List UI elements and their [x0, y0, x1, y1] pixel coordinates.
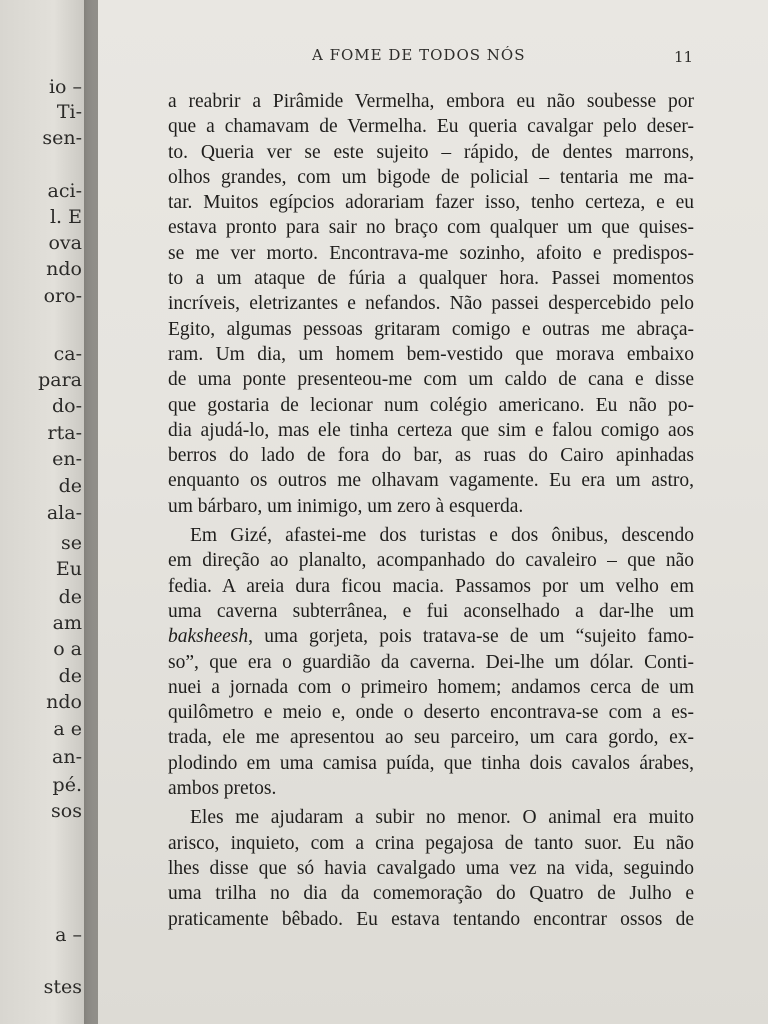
left-page-fragment: de — [58, 665, 82, 687]
text-line: Em Gizé, afastei-me dos turistas e dos ônibus, descendo — [190, 525, 694, 547]
left-page-fragment: se — [61, 532, 82, 554]
page-number: 11 — [674, 48, 694, 66]
text-line: fedia. A areia dura ficou macia. Passamos por um velho em — [168, 575, 694, 597]
text-line: Egito, algumas pessoas gritaram comigo e outras me abraça- — [168, 318, 694, 340]
text-line: to. Queria ver se este sujeito – rápido, de dentes marrons, — [168, 141, 694, 163]
text-line: olhos grandes, com um bigode de policial – tentaria me ma- — [168, 166, 694, 188]
text-line: berros do lado de fora do bar, as ruas do Cairo apinhadas — [168, 445, 694, 467]
text-line: so”, que era o guardião da caverna. Dei-lhe um dólar. Conti- — [168, 651, 694, 673]
text-line: ambos pretos. — [168, 778, 277, 800]
text-line: estava pronto para sair no braço com qualquer um que quises- — [168, 217, 694, 239]
left-page-fragment: a – — [55, 924, 82, 946]
left-page-fragment: ndo — [46, 691, 82, 713]
left-page-fragment: a e — [53, 718, 82, 740]
text-line: de uma ponte presenteou-me com um caldo de cana e disse — [168, 369, 694, 391]
running-title: A FOME DE TODOS NÓS — [312, 46, 526, 64]
text-line: trada, ele me apresentou ao seu parceiro, um cara gordo, ex- — [168, 727, 694, 749]
left-page-fragment: ndo — [46, 258, 82, 280]
left-page-fragment: io – — [48, 76, 82, 98]
text-line: um bárbaro, um inimigo, um zero à esquerda. — [168, 495, 524, 517]
text-line: uma caverna subterrânea, e fui aconselhado a dar-lhe um — [168, 600, 694, 622]
text-line: dia ajudá-lo, mas ele tinha certeza que sim e falou comigo aos — [168, 419, 694, 441]
left-page-fragment: sen- — [42, 127, 82, 149]
left-page-fragment: aci- — [47, 180, 82, 202]
left-page-fragment: sos — [51, 800, 82, 822]
text-line: enquanto os outros me olhavam vagamente. Eu era um astro, — [168, 470, 694, 492]
right-page — [98, 0, 768, 1024]
text-line: uma trilha no dia da comemoração do Quatro de Julho e — [168, 883, 694, 905]
left-page-fragment: ca- — [53, 343, 82, 365]
left-page-fragment: en- — [52, 448, 82, 470]
left-page-fragment: pé. — [52, 774, 82, 796]
text-line: praticamente bêbado. Eu estava tentando encontrar ossos de — [168, 908, 694, 930]
text-line: arisco, inquieto, com a crina pegajosa de tanto suor. Eu não — [168, 832, 694, 854]
text-line: Eles me ajudaram a subir no menor. O animal era muito — [190, 807, 694, 829]
text-line: tar. Muitos egípcios adorariam fazer isso, tenho certeza, e eu — [168, 192, 694, 214]
left-page-fragment: stes — [43, 976, 82, 998]
left-page-fragment: Ti- — [56, 101, 82, 123]
text-line: que a chamavam de Vermelha. Eu queria cavalgar pelo deser- — [168, 116, 694, 138]
left-page-fragment: ala- — [46, 502, 82, 524]
text-line: a reabrir a Pirâmide Vermelha, embora eu não soubesse por — [168, 91, 694, 112]
left-page-fragment: para — [38, 369, 82, 391]
body-text — [168, 89, 694, 932]
text-line: incríveis, eletrizantes e nefandos. Não passei despercebido pelo — [168, 293, 694, 315]
text-line: que gostaria de lecionar num colégio americano. Eu não po- — [168, 394, 694, 416]
text-line: em direção ao planalto, acompanhado do cavaleiro – que não — [168, 550, 694, 572]
left-page-fragment: l. E — [49, 206, 82, 228]
left-page-fragment: de — [58, 475, 82, 497]
text-line: to a um ataque de fúria a qualquer hora. Passei momentos — [168, 268, 694, 290]
left-page-fragment: rta- — [47, 422, 82, 444]
text-line: ram. Um dia, um homem bem-vestido que morava embaixo — [168, 343, 694, 365]
left-page-fragment: de — [58, 586, 82, 608]
left-page-fragment: do- — [51, 395, 82, 417]
text-line: lhes disse que só havia cavalgado uma vez na vida, seguindo — [168, 857, 694, 879]
text-line: quilômetro e meio e, onde o deserto encontrava-se com a es- — [168, 702, 694, 724]
text-line: plodindo em uma camisa puída, que tinha dois cavalos árabes, — [168, 752, 694, 774]
left-page-fragment: an- — [52, 746, 82, 768]
text-line: nuei a jornada com o primeiro homem; andamos cerca de um — [168, 676, 694, 698]
left-page-fragment: oro- — [43, 285, 82, 307]
left-page-fragment: o a — [53, 638, 82, 660]
text-line: se me ver morto. Encontrava-me sozinho, afoito e predispos- — [168, 242, 694, 264]
left-page-fragment: am — [52, 612, 82, 634]
left-page-fragment: Eu — [55, 558, 82, 580]
italic-word: baksheesh — [168, 626, 249, 648]
left-page-fragment: ova — [48, 232, 82, 254]
text-line-rest: , uma gorjeta, pois tratava-se de um “sujeito famo- — [248, 626, 694, 648]
text-line — [168, 624, 694, 649]
